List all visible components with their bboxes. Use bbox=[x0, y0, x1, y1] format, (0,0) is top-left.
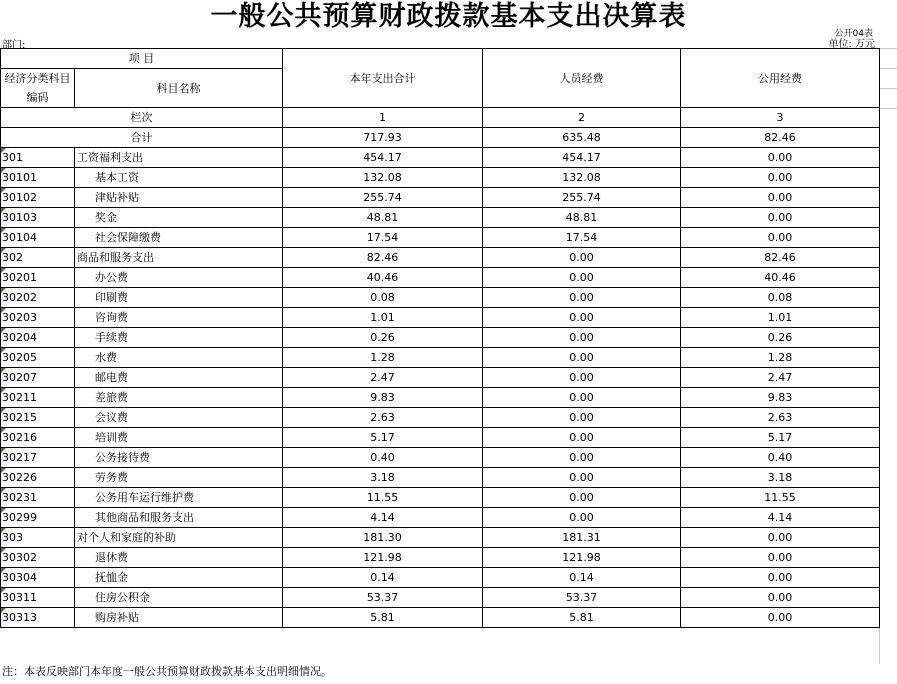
row-public-expense: 82.46 bbox=[681, 248, 880, 268]
row-public-expense: 2.47 bbox=[681, 368, 880, 388]
row-name: 差旅费 bbox=[75, 388, 283, 408]
row-public-expense: 0.00 bbox=[681, 608, 880, 628]
table-row bbox=[1, 368, 880, 388]
row-total-expenditure: 0.14 bbox=[283, 568, 483, 588]
row-total-expenditure: 0.26 bbox=[283, 328, 483, 348]
row-name: 对个人和家庭的补助 bbox=[75, 528, 283, 548]
table-row bbox=[1, 388, 880, 408]
row-public-expense: 0.00 bbox=[681, 548, 880, 568]
row-name: 其他商品和服务支出 bbox=[75, 508, 283, 528]
row-total-expenditure: 4.14 bbox=[283, 508, 483, 528]
row-code: 30216 bbox=[1, 428, 75, 448]
row-code: 30313 bbox=[1, 608, 75, 628]
row-personnel-expense: 5.81 bbox=[483, 608, 681, 628]
total-expenditure-value: 717.93 bbox=[283, 128, 483, 148]
row-total-expenditure: 0.40 bbox=[283, 448, 483, 468]
row-code: 30231 bbox=[1, 488, 75, 508]
row-public-expense: 0.40 bbox=[681, 448, 880, 468]
column-index-row bbox=[1, 108, 880, 128]
row-total-expenditure: 454.17 bbox=[283, 148, 483, 168]
column-index-3: 3 bbox=[681, 108, 880, 128]
row-code: 30101 bbox=[1, 168, 75, 188]
row-public-expense: 3.18 bbox=[681, 468, 880, 488]
total-label: 合计 bbox=[1, 128, 283, 148]
row-personnel-expense: 0.14 bbox=[483, 568, 681, 588]
row-name: 住房公积金 bbox=[75, 588, 283, 608]
row-code: 30299 bbox=[1, 508, 75, 528]
table-row bbox=[1, 308, 880, 328]
table-row bbox=[1, 508, 880, 528]
row-public-expense: 0.00 bbox=[681, 528, 880, 548]
row-personnel-expense: 17.54 bbox=[483, 228, 681, 248]
row-code: 30204 bbox=[1, 328, 75, 348]
row-public-expense: 0.00 bbox=[681, 148, 880, 168]
table-row bbox=[1, 228, 880, 248]
header-total-expenditure: 本年支出合计 bbox=[283, 49, 483, 108]
row-name: 退休费 bbox=[75, 548, 283, 568]
row-name: 公务用车运行维护费 bbox=[75, 488, 283, 508]
row-code: 30207 bbox=[1, 368, 75, 388]
row-total-expenditure: 1.01 bbox=[283, 308, 483, 328]
sheet-gridline bbox=[880, 68, 897, 69]
row-public-expense: 0.08 bbox=[681, 288, 880, 308]
row-personnel-expense: 454.17 bbox=[483, 148, 681, 168]
row-name: 社会保障缴费 bbox=[75, 228, 283, 248]
department-label: 部门: bbox=[2, 40, 26, 51]
table-row bbox=[1, 568, 880, 588]
row-name: 办公费 bbox=[75, 268, 283, 288]
row-name: 购房补贴 bbox=[75, 608, 283, 628]
row-total-expenditure: 82.46 bbox=[283, 248, 483, 268]
table-row bbox=[1, 528, 880, 548]
table-row bbox=[1, 148, 880, 168]
row-personnel-expense: 0.00 bbox=[483, 248, 681, 268]
row-code: 30203 bbox=[1, 308, 75, 328]
table-row bbox=[1, 448, 880, 468]
unit-label: 单位: 万元 bbox=[828, 39, 875, 50]
row-public-expense: 0.00 bbox=[681, 228, 880, 248]
row-code: 30202 bbox=[1, 288, 75, 308]
row-personnel-expense: 0.00 bbox=[483, 428, 681, 448]
row-total-expenditure: 53.37 bbox=[283, 588, 483, 608]
row-code: 30226 bbox=[1, 468, 75, 488]
row-personnel-expense: 0.00 bbox=[483, 348, 681, 368]
row-personnel-expense: 0.00 bbox=[483, 448, 681, 468]
row-public-expense: 1.01 bbox=[681, 308, 880, 328]
row-total-expenditure: 5.81 bbox=[283, 608, 483, 628]
page-title: 一般公共预算财政拨款基本支出决算表 bbox=[210, 1, 687, 32]
table-row bbox=[1, 288, 880, 308]
row-name: 抚恤金 bbox=[75, 568, 283, 588]
row-name: 劳务费 bbox=[75, 468, 283, 488]
row-name: 邮电费 bbox=[75, 368, 283, 388]
row-personnel-expense: 0.00 bbox=[483, 468, 681, 488]
row-personnel-expense: 53.37 bbox=[483, 588, 681, 608]
row-name: 基本工资 bbox=[75, 168, 283, 188]
header-economic-code: 经济分类科目编码 bbox=[1, 69, 75, 108]
row-name: 咨询费 bbox=[75, 308, 283, 328]
header-personnel-expense: 人员经费 bbox=[483, 49, 681, 108]
row-personnel-expense: 0.00 bbox=[483, 508, 681, 528]
header-public-expense: 公用经费 bbox=[681, 49, 880, 108]
row-personnel-expense: 0.00 bbox=[483, 268, 681, 288]
row-personnel-expense: 181.31 bbox=[483, 528, 681, 548]
table-row bbox=[1, 608, 880, 628]
row-code: 30217 bbox=[1, 448, 75, 468]
row-total-expenditure: 181.30 bbox=[283, 528, 483, 548]
row-personnel-expense: 0.00 bbox=[483, 488, 681, 508]
table-row bbox=[1, 408, 880, 428]
total-public-value: 82.46 bbox=[681, 128, 880, 148]
row-name: 水费 bbox=[75, 348, 283, 368]
row-public-expense: 0.00 bbox=[681, 568, 880, 588]
column-index-2: 2 bbox=[483, 108, 681, 128]
row-total-expenditure: 2.47 bbox=[283, 368, 483, 388]
row-code: 30311 bbox=[1, 588, 75, 608]
row-total-expenditure: 1.28 bbox=[283, 348, 483, 368]
row-personnel-expense: 0.00 bbox=[483, 388, 681, 408]
column-index-label: 栏次 bbox=[1, 108, 283, 128]
table-row bbox=[1, 548, 880, 568]
row-public-expense: 40.46 bbox=[681, 268, 880, 288]
row-total-expenditure: 0.08 bbox=[283, 288, 483, 308]
row-total-expenditure: 132.08 bbox=[283, 168, 483, 188]
table-row bbox=[1, 428, 880, 448]
row-name: 会议费 bbox=[75, 408, 283, 428]
sheet-gridline bbox=[880, 88, 897, 89]
row-name: 培训费 bbox=[75, 428, 283, 448]
total-row bbox=[1, 128, 880, 148]
row-code: 30304 bbox=[1, 568, 75, 588]
column-index-1: 1 bbox=[283, 108, 483, 128]
table-row bbox=[1, 208, 880, 228]
row-total-expenditure: 9.83 bbox=[283, 388, 483, 408]
row-public-expense: 9.83 bbox=[681, 388, 880, 408]
table-row bbox=[1, 328, 880, 348]
table-row bbox=[1, 588, 880, 608]
row-name: 商品和服务支出 bbox=[75, 248, 283, 268]
table-note: 注：本表反映部门本年度一般公共预算财政拨款基本支出明细情况。 bbox=[2, 665, 332, 678]
row-personnel-expense: 48.81 bbox=[483, 208, 681, 228]
row-name: 手续费 bbox=[75, 328, 283, 348]
row-total-expenditure: 255.74 bbox=[283, 188, 483, 208]
table-row bbox=[1, 348, 880, 368]
row-public-expense: 5.17 bbox=[681, 428, 880, 448]
row-name: 印刷费 bbox=[75, 288, 283, 308]
row-code: 30215 bbox=[1, 408, 75, 428]
sheet-gridline bbox=[880, 108, 897, 109]
row-public-expense: 0.00 bbox=[681, 188, 880, 208]
row-personnel-expense: 0.00 bbox=[483, 328, 681, 348]
row-name: 公务接待费 bbox=[75, 448, 283, 468]
row-personnel-expense: 0.00 bbox=[483, 368, 681, 388]
table-row bbox=[1, 268, 880, 288]
row-code: 302 bbox=[1, 248, 75, 268]
header-subject-name: 科目名称 bbox=[75, 69, 283, 108]
header-item: 项 目 bbox=[1, 49, 283, 69]
table-row bbox=[1, 168, 880, 188]
form-code: 公开04表 bbox=[834, 29, 873, 39]
row-personnel-expense: 255.74 bbox=[483, 188, 681, 208]
row-personnel-expense: 0.00 bbox=[483, 288, 681, 308]
table-row bbox=[1, 468, 880, 488]
row-personnel-expense: 0.00 bbox=[483, 308, 681, 328]
row-code: 303 bbox=[1, 528, 75, 548]
row-total-expenditure: 3.18 bbox=[283, 468, 483, 488]
row-total-expenditure: 11.55 bbox=[283, 488, 483, 508]
expenditure-table bbox=[0, 48, 880, 628]
row-personnel-expense: 0.00 bbox=[483, 408, 681, 428]
table-row bbox=[1, 248, 880, 268]
row-public-expense: 4.14 bbox=[681, 508, 880, 528]
row-code: 301 bbox=[1, 148, 75, 168]
table-row bbox=[1, 488, 880, 508]
row-code: 30104 bbox=[1, 228, 75, 248]
row-name: 津贴补贴 bbox=[75, 188, 283, 208]
row-code: 30201 bbox=[1, 268, 75, 288]
row-code: 30103 bbox=[1, 208, 75, 228]
row-name: 奖金 bbox=[75, 208, 283, 228]
row-total-expenditure: 17.54 bbox=[283, 228, 483, 248]
row-public-expense: 2.63 bbox=[681, 408, 880, 428]
row-name: 工资福利支出 bbox=[75, 148, 283, 168]
row-total-expenditure: 2.63 bbox=[283, 408, 483, 428]
row-code: 30205 bbox=[1, 348, 75, 368]
total-personnel-value: 635.48 bbox=[483, 128, 681, 148]
row-code: 30302 bbox=[1, 548, 75, 568]
table-row bbox=[1, 188, 880, 208]
row-public-expense: 11.55 bbox=[681, 488, 880, 508]
sheet-gridline bbox=[880, 48, 897, 49]
row-total-expenditure: 5.17 bbox=[283, 428, 483, 448]
row-public-expense: 1.28 bbox=[681, 348, 880, 368]
row-personnel-expense: 121.98 bbox=[483, 548, 681, 568]
row-code: 30102 bbox=[1, 188, 75, 208]
row-code: 30211 bbox=[1, 388, 75, 408]
row-public-expense: 0.00 bbox=[681, 588, 880, 608]
row-total-expenditure: 121.98 bbox=[283, 548, 483, 568]
row-total-expenditure: 48.81 bbox=[283, 208, 483, 228]
row-public-expense: 0.26 bbox=[681, 328, 880, 348]
row-public-expense: 0.00 bbox=[681, 208, 880, 228]
row-total-expenditure: 40.46 bbox=[283, 268, 483, 288]
row-public-expense: 0.00 bbox=[681, 168, 880, 188]
row-personnel-expense: 132.08 bbox=[483, 168, 681, 188]
